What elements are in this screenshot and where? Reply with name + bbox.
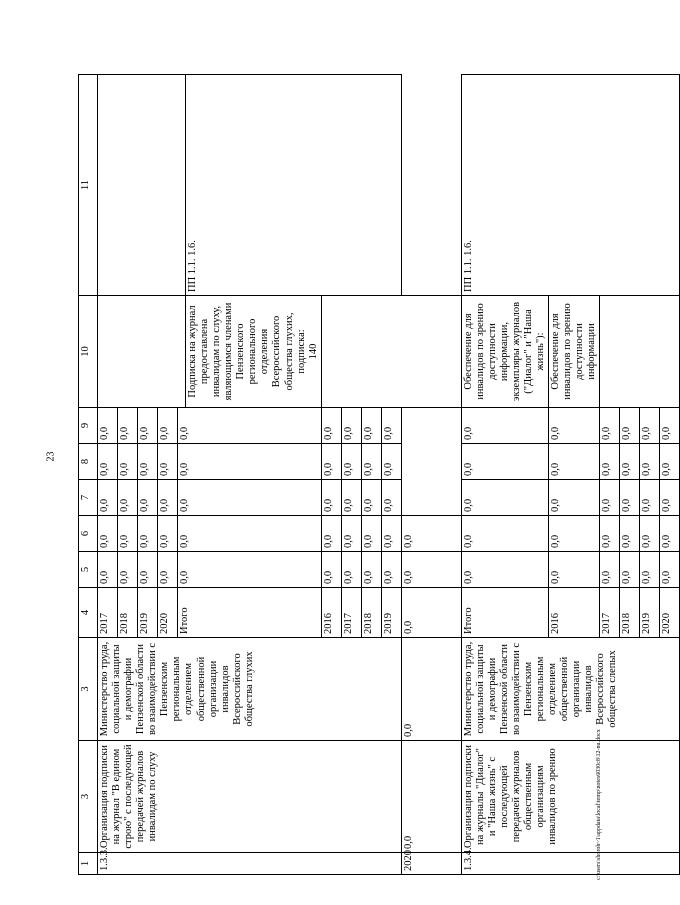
value-cell: 0,0 xyxy=(381,444,401,480)
year-cell: Итого xyxy=(461,588,548,638)
value-cell: 0,0 xyxy=(401,552,461,588)
value-cell: 0,0 xyxy=(620,480,640,516)
header-cell: 3 xyxy=(79,741,98,853)
value-cell: 0,0 xyxy=(461,552,548,588)
value-cell: 0,0 xyxy=(401,588,461,638)
indicator-cell xyxy=(98,296,186,408)
value-cell: 0,0 xyxy=(178,516,322,552)
ref-cell xyxy=(98,75,186,296)
value-cell: 0,0 xyxy=(118,408,138,444)
year-cell: 2019 xyxy=(640,588,660,638)
value-cell: 0,0 xyxy=(158,480,178,516)
header-row xyxy=(79,75,98,875)
value-cell: 0,0 xyxy=(620,444,640,480)
program-table xyxy=(78,74,680,875)
header-cell: 6 xyxy=(79,516,98,552)
value-cell: 0,0 xyxy=(361,552,381,588)
value-cell: 0,0 xyxy=(600,408,620,444)
value-cell: 0,0 xyxy=(549,444,600,480)
header-cell: 7 xyxy=(79,480,98,516)
value-cell: 0,0 xyxy=(98,444,118,480)
value-cell: 0,0 xyxy=(138,552,158,588)
indicator-text: Подписка на журнал предоставлена инвалидам по слуху, являющимся членами Пензенского регионального отделения Всероссийского общества глухих, подписка: xyxy=(187,302,307,401)
value-cell: 0,0 xyxy=(118,516,138,552)
executor-cell: Министерство труда, социальной защиты и демографии Пензенской области во взаимодействии с Пензенским региональным отделением общественной организации инвалидов Всероссийского общества слепых xyxy=(461,638,680,741)
header-cell: 3 xyxy=(79,638,98,741)
value-cell: 0,0 xyxy=(401,741,461,853)
value-cell: 0,0 xyxy=(361,408,381,444)
value-cell: 0,0 xyxy=(381,480,401,516)
value-cell: 0,0 xyxy=(178,552,322,588)
value-cell: 0,0 xyxy=(620,408,640,444)
value-cell: 0,0 xyxy=(138,444,158,480)
item-number: 1.3.4. xyxy=(461,853,680,875)
year-cell: 2019 xyxy=(381,588,401,638)
table-row xyxy=(461,75,548,875)
value-cell: 0,0 xyxy=(381,408,401,444)
value-cell: 0,0 xyxy=(321,552,341,588)
item-number: 1.3.3. xyxy=(98,853,402,875)
value-cell: 0,0 xyxy=(620,552,640,588)
year-cell: 2017 xyxy=(98,588,118,638)
value-cell: 0,0 xyxy=(660,408,680,444)
value-cell: 0,0 xyxy=(461,408,548,444)
value-cell: 0,0 xyxy=(620,516,640,552)
value-cell: 0,0 xyxy=(321,480,341,516)
indicator-cell xyxy=(321,296,461,408)
value-cell: 0,0 xyxy=(381,516,401,552)
value-cell: 0,0 xyxy=(660,444,680,480)
header-cell: 11 xyxy=(79,75,98,296)
indicator-cell: Обеспечение для инвалидов по зрению доступности информации xyxy=(549,296,600,408)
value-cell: 0,0 xyxy=(321,516,341,552)
value-cell: 0,0 xyxy=(401,516,461,552)
indicator-cell: Обеспечение для инвалидов по зрению доступности информации, экземпляры журналов ("Диалог" и "Наша жизнь"): xyxy=(461,296,548,408)
year-cell: 2017 xyxy=(600,588,620,638)
value-cell: 0,0 xyxy=(178,480,322,516)
value-cell: 0,0 xyxy=(600,516,620,552)
value-cell: 0,0 xyxy=(640,552,660,588)
value-cell: 0,0 xyxy=(341,516,361,552)
value-cell: 0,0 xyxy=(549,480,600,516)
value-cell: 0,0 xyxy=(158,444,178,480)
ref-cell: ПП 1.1. 1.6. xyxy=(186,75,402,296)
value-cell: 0,0 xyxy=(600,444,620,480)
value-cell: 0,0 xyxy=(321,444,341,480)
ref-cell: ПП 1.1. 1.6. xyxy=(461,75,680,296)
value-cell: 0,0 xyxy=(461,444,548,480)
year-cell: 2020 xyxy=(660,588,680,638)
value-cell: 0,0 xyxy=(158,552,178,588)
value-cell: 0,0 xyxy=(98,552,118,588)
value-cell: 0,0 xyxy=(660,552,680,588)
year-cell: 2016 xyxy=(321,588,341,638)
value-cell: 0,0 xyxy=(178,408,322,444)
value-cell: 0,0 xyxy=(138,408,158,444)
value-cell: 0,0 xyxy=(640,480,660,516)
table-row xyxy=(98,75,118,875)
value-cell: 0,0 xyxy=(98,408,118,444)
value-cell: 0,0 xyxy=(98,516,118,552)
year-cell: 2020 xyxy=(401,853,461,875)
value-cell: 0,0 xyxy=(361,444,381,480)
header-cell: 10 xyxy=(79,296,98,408)
year-cell: 2018 xyxy=(118,588,138,638)
year-cell: 2016 xyxy=(549,588,600,638)
header-cell: 5 xyxy=(79,552,98,588)
header-cell: 9 xyxy=(79,408,98,444)
value-cell: 0,0 xyxy=(341,480,361,516)
value-cell: 0,0 xyxy=(600,552,620,588)
indicator-cell xyxy=(186,296,322,408)
value-cell: 0,0 xyxy=(640,408,660,444)
value-cell: 0,0 xyxy=(341,408,361,444)
year-cell: Итого xyxy=(178,588,322,638)
task-cell: Организация подписки на журнал "В едином строю" с последующей передачей журналов инвалидам по слуху xyxy=(98,741,402,853)
year-cell: 2018 xyxy=(361,588,381,638)
value-cell: 0,0 xyxy=(381,552,401,588)
value-cell: 0,0 xyxy=(118,480,138,516)
year-cell: 2020 xyxy=(158,588,178,638)
value-cell: 0,0 xyxy=(549,552,600,588)
value-cell: 0,0 xyxy=(98,480,118,516)
value-cell: 0,0 xyxy=(640,444,660,480)
value-cell: 0,0 xyxy=(118,444,138,480)
value-cell: 0,0 xyxy=(341,552,361,588)
value-cell: 0,0 xyxy=(138,480,158,516)
value-cell: 0,0 xyxy=(178,444,322,480)
page-number: 23 xyxy=(45,451,57,462)
value-cell: 0,0 xyxy=(118,552,138,588)
value-cell: 0,0 xyxy=(461,480,548,516)
table-row xyxy=(401,75,461,875)
indicator-cell xyxy=(600,296,680,408)
value-cell: 0,0 xyxy=(549,408,600,444)
indicator-value: 140 xyxy=(307,343,319,360)
executor-cell: Министерство труда, социальной защиты и демографии Пензенской области во взаимодействии с Пензенским региональным отделением общественной организации инвалидов Всероссийского общества глухих xyxy=(98,638,402,741)
header-cell: 4 xyxy=(79,588,98,638)
value-cell: 0,0 xyxy=(321,408,341,444)
year-cell: 2019 xyxy=(138,588,158,638)
value-cell: 0,0 xyxy=(461,516,548,552)
value-cell: 0,0 xyxy=(660,480,680,516)
value-cell: 0,0 xyxy=(600,480,620,516)
value-cell: 0,0 xyxy=(361,516,381,552)
year-cell: 2018 xyxy=(620,588,640,638)
value-cell: 0,0 xyxy=(138,516,158,552)
footer-file-path: c:\users\shoroh~1\appdata\local\temp\notes6030c8\12-nu.docx xyxy=(596,729,602,880)
header-cell: 8 xyxy=(79,444,98,480)
value-cell: 0,0 xyxy=(158,408,178,444)
value-cell: 0,0 xyxy=(341,444,361,480)
value-cell: 0,0 xyxy=(640,516,660,552)
value-cell: 0,0 xyxy=(549,516,600,552)
header-cell: 1 xyxy=(79,853,98,875)
value-cell: 0,0 xyxy=(401,638,461,741)
task-cell: Организация подписки на журналы "Диалог" и "Наша жизнь" с последующей передачей журналов общественным организациям инвалидов по зрению xyxy=(461,741,680,853)
value-cell: 0,0 xyxy=(660,516,680,552)
value-cell: 0,0 xyxy=(158,516,178,552)
year-cell: 2017 xyxy=(341,588,361,638)
value-cell: 0,0 xyxy=(361,480,381,516)
